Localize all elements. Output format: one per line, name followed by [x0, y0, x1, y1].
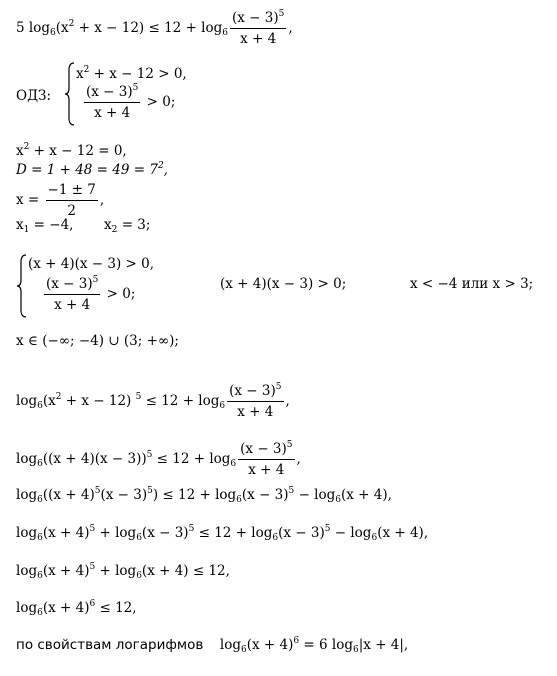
- system2-right: x < −4 или x > 3;: [410, 276, 534, 292]
- odz-row-1: $x^2 + x - 12 > 0$,: [76, 65, 187, 82]
- discriminant: $D = 1 + 48 = 49 = 7^2$,: [16, 161, 168, 178]
- fraction: $\frac{(x - 3)^5}{x + 4}$: [231, 9, 285, 47]
- step-1: $\log_6(x^2 + x - 12) ^5 \le 12 + \log_6$ $\frac{(x - 3)^5}{x + 4}$ ,: [16, 382, 290, 420]
- step-3: $\log_6((x + 4)^5(x - 3)^5) \le 12 + \log_6(x - 3)^5 - \log_6(x + 4)$,: [16, 486, 392, 505]
- odz-label: ОДЗ:: [16, 88, 52, 104]
- step-2: $\log_6((x + 4)(x - 3))^5 \le 12 + \log_6$ $\frac{(x - 3)^5}{x + 4}$ ,: [16, 440, 301, 478]
- final-line: по свойствам логарифмов $\log_6(x + 4)^6 = 6$ $\log_6|x + 4|$,: [16, 636, 409, 655]
- system2-middle: (x + 4)(x − 3) > 0;: [220, 276, 347, 292]
- roots: $x_1 = -4$, $x_2 = 3$;: [16, 217, 151, 235]
- roots-formula: x = $\frac{-1 \pm 7}{2}$ ,: [16, 182, 105, 219]
- system-brace-2: [16, 254, 28, 318]
- step-6: $\log_6(x + 4)^6 \le 12$,: [16, 599, 137, 618]
- step-4: $\log_6(x + 4)^5 + \log_6(x - 3)^5 \le 12 + \log_6(x - 3)^5 - \log_6(x + 4)$,: [16, 524, 429, 543]
- system-brace: [64, 62, 76, 126]
- system2-row-1: (x + 4)(x − 3) > 0,: [28, 256, 155, 272]
- system2-row-2: $\frac{(x - 3)^5}{x + 4}$ > 0;: [46, 275, 136, 313]
- odz-row-2: $\frac{(x - 3)^5}{x + 4}$ > 0;: [86, 83, 176, 121]
- quadratic-eq: $x^2 + x - 12 = 0$,: [16, 142, 127, 159]
- main-inequality: 5 $\log_6(x^2 + x - 12) \le 12 + \log_6$ $\frac{(x - 3)^5}{x + 4}$ ,: [16, 9, 293, 47]
- step-5: $\log_6(x + 4)^5 + \log_6(x + 4) \le 12$,: [16, 562, 230, 581]
- domain-line: x ∈ (−∞; −4) ∪ (3; +∞);: [16, 333, 179, 349]
